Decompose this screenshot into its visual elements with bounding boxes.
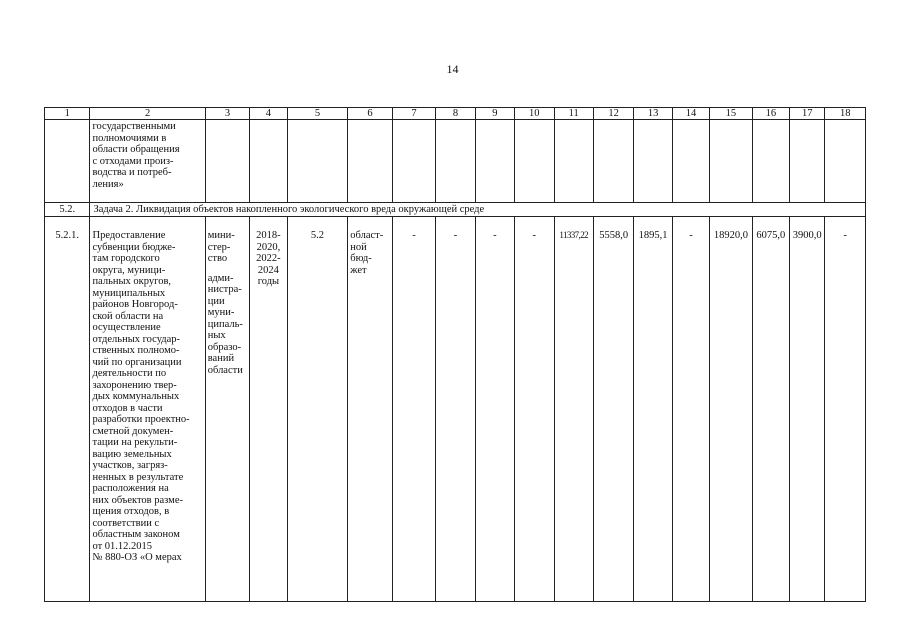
header-cell: 17 [790,108,825,120]
table-cell [672,120,709,203]
header-cell: 5 [287,108,348,120]
header-cell: 8 [436,108,475,120]
value-cell: - [515,217,554,602]
table-cell [554,120,593,203]
table-cell [392,120,435,203]
table-cell [287,120,348,203]
value-cell: 18920,0 [710,217,752,602]
header-cell: 15 [710,108,752,120]
measure-target-index: 5.2 [287,217,348,602]
header-cell: 13 [634,108,672,120]
table-cell [710,120,752,203]
value-cell: 6075,0 [752,217,789,602]
task-title: Задача 2. Ликвидация объектов накопленного экологического вреда окружающей среде [93,204,485,215]
measure-number: 5.2.1. [45,217,90,602]
measure-row [45,217,866,602]
header-cell: 10 [515,108,554,120]
table-cell [752,120,789,203]
header-cell: 11 [554,108,593,120]
table-cell [515,120,554,203]
program-table [44,107,866,602]
task-title-cell [90,203,866,217]
table-cell [475,120,514,203]
value-cell: 3900,0 [790,217,825,602]
header-cell: 12 [593,108,633,120]
table-cell [825,120,866,203]
value-cell: - [392,217,435,602]
table-cell [790,120,825,203]
header-cell: 14 [672,108,709,120]
header-cell: 6 [348,108,392,120]
value-cell: 11337,22 [554,217,593,602]
value-cell: - [475,217,514,602]
header-row [45,108,866,120]
header-cell: 1 [45,108,90,120]
value-cell: - [672,217,709,602]
measure-description: Предоставление субвенции бюдже- там городского округа, муници- пальных округов, муниципальных районов Новгород- ской области на осуществление отдельных государ- ственных полномо- чий по организации деятельности по захоронению твер- дых коммунальных отходов в части разработки проектно- сметной докумен- тации на рекульти- вацию земельных участков, загряз- ненных в результате расположения на них объектов разме- щения отходов, в соответствии с областным законом от 01.12.2015 № 880-ОЗ «О мерах [90,217,205,602]
task-row [45,203,866,217]
header-cell: 4 [250,108,287,120]
value-cell: - [825,217,866,602]
table-cell [436,120,475,203]
value-cell: 5558,0 [593,217,633,602]
measure-years: 2018- 2020, 2022- 2024 годы [250,217,287,602]
header-cell: 9 [475,108,514,120]
table-cell [593,120,633,203]
page-number: 14 [446,62,459,76]
header-cell: 3 [205,108,249,120]
header-cell: 2 [90,108,205,120]
table-cell [348,120,392,203]
table-cell [634,120,672,203]
header-cell: 18 [825,108,866,120]
executor-administrations: адми- нистра- ции муни- ципаль- ных образо- ваний области [207,272,243,376]
table-cell [205,120,249,203]
measure-executors [205,217,249,602]
continuation-row [45,120,866,203]
measure-funding-source: област- ной бюд- жет [348,217,392,602]
table-cell [250,120,287,203]
task-number: 5.2. [45,203,90,217]
executor-ministry: мини- стер- ство [207,230,235,264]
header-cell: 16 [752,108,789,120]
value-cell: 1895,1 [634,217,672,602]
value-cell: - [436,217,475,602]
continuation-description: государственными полномочиями в области обращения с отходами произ- водства и потреб- ления» [90,120,205,203]
header-cell: 7 [392,108,435,120]
table-cell [45,120,90,203]
